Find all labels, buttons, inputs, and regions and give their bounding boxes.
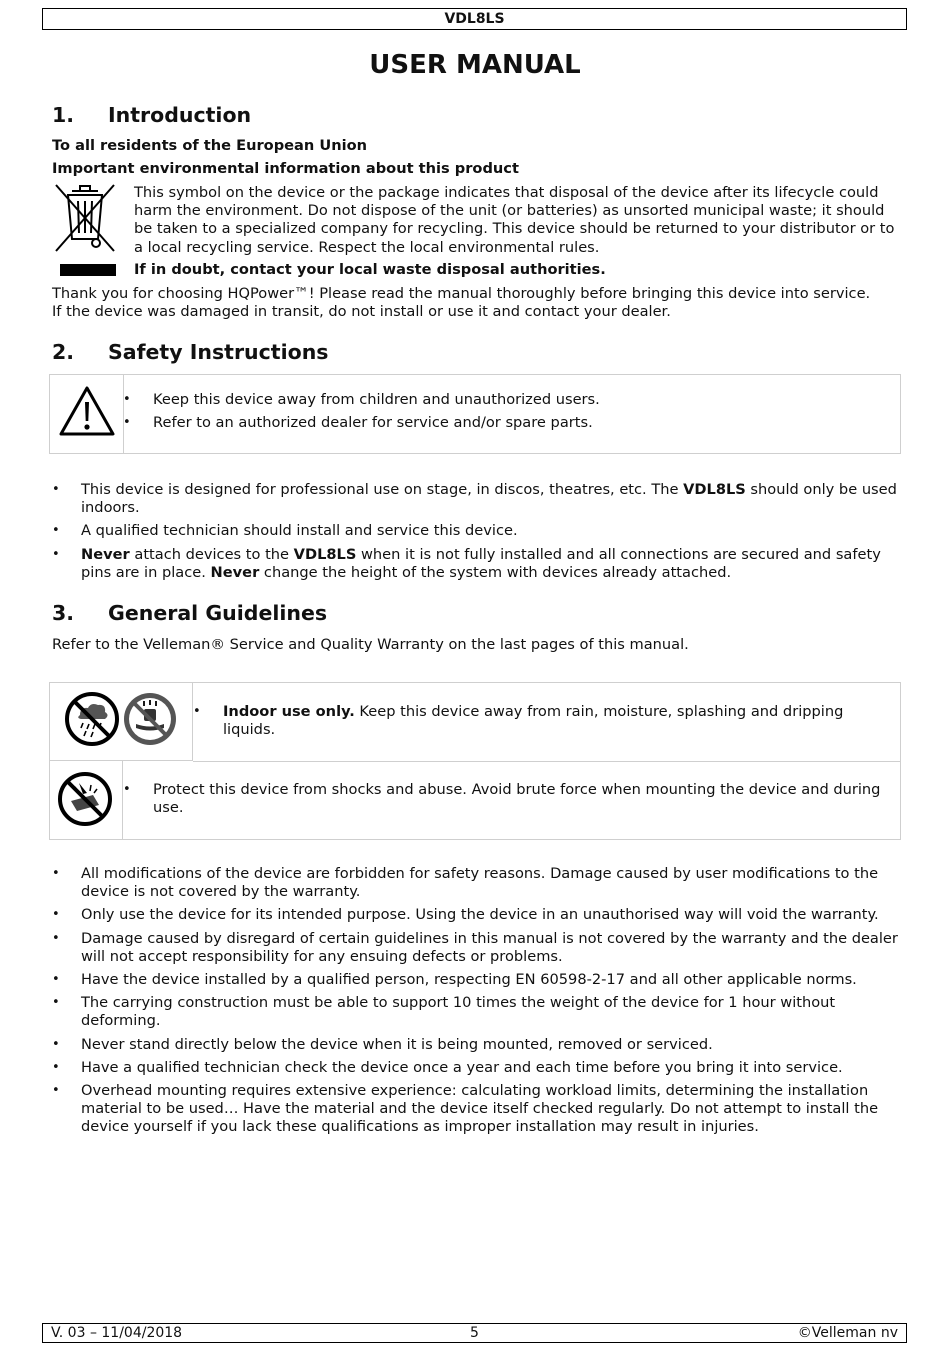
eu-residents-line: To all residents of the European Union <box>52 137 368 154</box>
thanks-line-2: If the device was damaged in transit, do not install or use it and contact your dealer. <box>52 303 671 321</box>
weee-bar-icon <box>60 264 116 276</box>
section-number: 3. <box>52 601 75 625</box>
warranty-reference: Refer to the Velleman® Service and Quality Warranty on the last pages of this manual. <box>52 636 689 653</box>
section-title: Safety Instructions <box>108 340 329 364</box>
text-run: should only be used indoors. <box>81 481 897 517</box>
text-run: when it is not fully installed and all connections are secured and safety pins are in place. <box>81 545 881 581</box>
weee-bin-icon <box>52 181 118 255</box>
safety-box-list <box>123 391 883 437</box>
list-item: • All modifications of the device are forbidden for safety reasons. Damage caused by user modifications to the device is not covered by the warranty. <box>52 865 900 901</box>
list-item: • Overhead mounting requires extensive experience: calculating workload limits, determining the installation material to be used… Have the material and the device itself checked regularly. Do not attempt to install the device yourself if you lack these qualifications as improper installation may result in injuries. <box>52 1082 900 1137</box>
emphasis: Indoor use only. <box>223 703 355 720</box>
emphasis: Never <box>81 545 130 563</box>
waste-authorities-note: If in doubt, contact your local waste disposal authorities. <box>134 261 606 278</box>
no-shock-icon <box>57 771 113 827</box>
text-run: change the height of the system with devices already attached. <box>259 563 732 581</box>
model-name: VDL8LS <box>293 545 357 563</box>
list-item: • Protect this device from shocks and abuse. Avoid brute force when mounting the device and during use. <box>123 781 883 817</box>
text-run: Keep this device away from rain, moisture, splashing and dripping liquids. <box>223 703 844 739</box>
page-footer <box>42 1323 907 1343</box>
section-title: General Guidelines <box>108 601 328 625</box>
text-run: This device is designed for professional use on stage, in discos, theatres, etc. The <box>81 481 684 498</box>
section-3-heading <box>52 601 327 625</box>
list-item: • Keep this device away from children and unauthorized users. <box>123 391 883 409</box>
page-number: 5 <box>470 1325 479 1341</box>
model-name: VDL8LS <box>683 481 746 498</box>
section-number: 2. <box>52 340 75 364</box>
shock-icon-cell <box>50 761 123 839</box>
guidelines-box <box>49 682 901 840</box>
page-header <box>42 8 907 30</box>
safety-warning-box <box>49 374 901 454</box>
version-date: V. 03 – 11/04/2018 <box>51 1325 183 1341</box>
warning-triangle-icon <box>58 384 116 438</box>
section-number: 1. <box>52 103 75 127</box>
indoor-use-list <box>193 703 883 744</box>
list-item: • Only use the device for its intended purpose. Using the device in an unauthorised way will void the warranty. <box>52 906 900 924</box>
emphasis: Never <box>210 563 260 581</box>
indoor-icons-cell <box>50 683 193 761</box>
safety-list <box>52 481 900 587</box>
no-rain-icon <box>64 691 120 747</box>
shock-list <box>123 781 883 822</box>
list-item: • The carrying construction must be able to support 10 times the weight of the device for 1 hour without deforming. <box>52 994 900 1030</box>
list-item <box>193 703 883 739</box>
list-item: • Refer to an authorized dealer for service and/or spare parts. <box>123 414 883 432</box>
copyright: ©Velleman nv <box>797 1325 898 1341</box>
row-divider <box>193 761 900 762</box>
thanks-paragraph <box>52 285 912 321</box>
list-item: • Have a qualified technician check the device once a year and each time before you bring it into service. <box>52 1059 900 1077</box>
warning-icon-cell <box>50 375 124 453</box>
list-item <box>52 546 900 582</box>
list-item: • Damage caused by disregard of certain guidelines in this manual is not covered by the warranty and the dealer will not accept responsibility for any ensuing defects or problems. <box>52 930 900 966</box>
list-item: • A qualified technician should install and service this device. <box>52 522 900 540</box>
weee-text: This symbol on the device or the package indicates that disposal of the device after its lifecycle could harm the environment. Do not dispose of the unit (or batteries) as unsorted municipal waste; it should be taken to a specialized company for recycling. This device should be returned to your distributor or to a local recycling service. Respect the local environmental rules. <box>134 184 895 256</box>
document-title: USER MANUAL <box>369 50 581 80</box>
header-model: VDL8LS <box>444 11 505 27</box>
section-2-heading <box>52 340 329 364</box>
list-item <box>52 481 900 517</box>
text-run: attach devices to the <box>129 545 294 563</box>
env-info-line: Important environmental information about this product <box>52 160 519 177</box>
guidelines-list <box>52 865 900 1142</box>
list-item: • Have the device installed by a qualified person, respecting EN 60598-2-17 and all other applicable norms. <box>52 971 900 989</box>
no-liquids-icon <box>122 691 178 747</box>
list-item: • Never stand directly below the device when it is being mounted, removed or serviced. <box>52 1036 900 1054</box>
thanks-line-1: Thank you for choosing HQPower™! Please read the manual thoroughly before bringing this device into service. <box>52 285 871 302</box>
section-title: Introduction <box>108 103 252 127</box>
section-1-heading <box>52 103 251 127</box>
